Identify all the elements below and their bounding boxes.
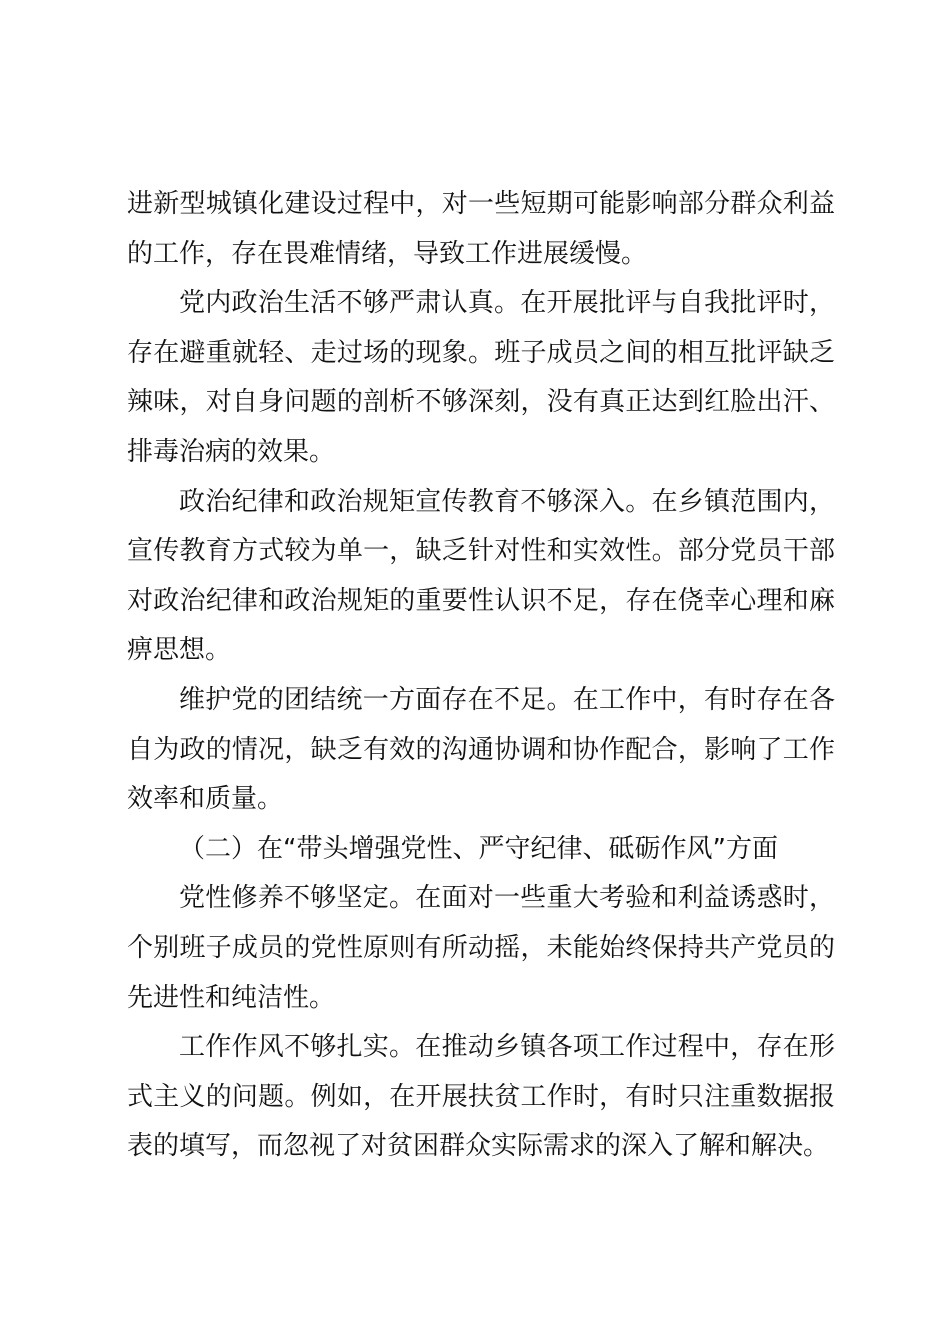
paragraph-discipline-education: 政治纪律和政治规矩宣传教育不够深入。在乡镇范围内，宣传教育方式较为单一，缺乏针对性和实效性。部分党员干部对政治纪律和政治规矩的重要性认识不足，存在侥幸心理和麻痹思想。 — [127, 486, 835, 666]
paragraph-party-political-life: 党内政治生活不够严肃认真。在开展批评与自我批评时，存在避重就轻、走过场的现象。班子成员之间的相互批评缺乏辣味，对自身问题的剖析不够深刻，没有真正达到红脸出汗、排毒治病的效果。 — [127, 288, 835, 467]
paragraph-continuation: 进新型城镇化建设过程中，对一些短期可能影响部分群众利益的工作，存在畏难情绪，导致工作进展缓慢。 — [127, 189, 835, 269]
section-heading-2: （二）在“带头增强党性、严守纪律、砥砺作风”方面 — [179, 833, 778, 864]
paragraph-party-unity: 维护党的团结统一方面存在不足。在工作中，有时存在各自为政的情况，缺乏有效的沟通协调和协作配合，影响了工作效率和质量。 — [127, 684, 835, 815]
paragraph-work-style: 工作作风不够扎实。在推动乡镇各项工作过程中，存在形式主义的问题。例如，在开展扶贫工作时，有时只注重数据报表的填写，而忽视了对贫困群众实际需求的深入了解和解决。 — [127, 1032, 835, 1162]
paragraph-party-spirit: 党性修养不够坚定。在面对一些重大考验和利益诱惑时，个别班子成员的党性原则有所动摇，未能始终保持共产党员的先进性和纯洁性。 — [127, 883, 835, 1013]
document-body — [127, 180, 835, 1172]
